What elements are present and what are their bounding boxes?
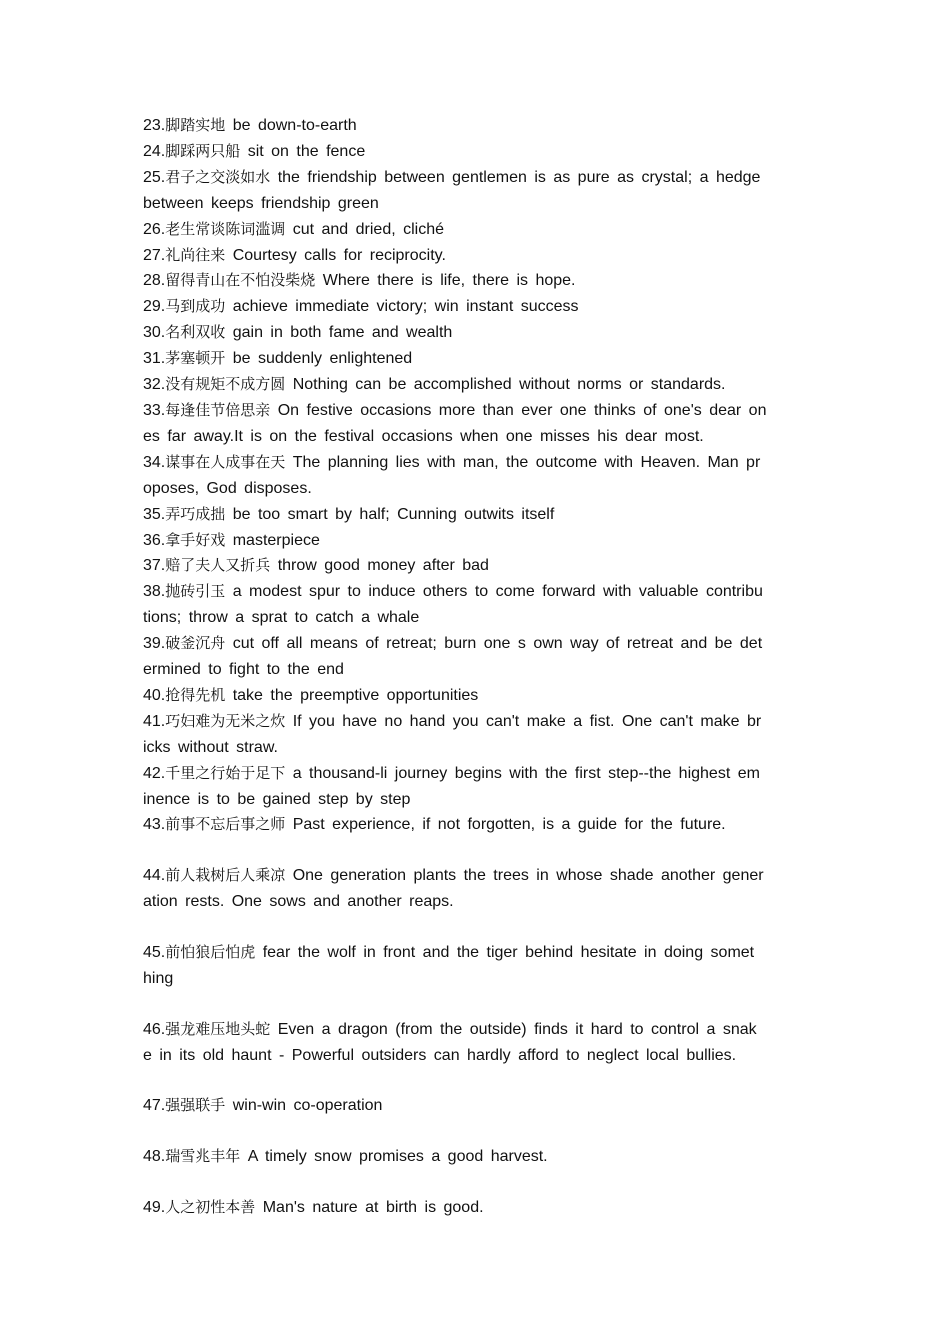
list-item	[143, 346, 807, 372]
item-number: 34.	[143, 453, 166, 471]
english-translation: fear the wolf in front and the tiger behind hesitate in doing somet	[255, 943, 755, 961]
item-number: 47.	[143, 1097, 166, 1115]
english-translation: Where there is life, there is hope.	[315, 272, 576, 290]
english-translation: hing	[143, 969, 174, 987]
list-item	[143, 1195, 807, 1221]
item-number: 45.	[143, 943, 166, 961]
list-item	[143, 165, 807, 191]
item-number: 32.	[143, 376, 166, 394]
list-item	[143, 709, 807, 735]
chinese-idiom: 破釜沉舟	[165, 634, 226, 653]
english-translation: gain in both fame and wealth	[225, 324, 453, 342]
english-translation: win-win co-operation	[225, 1097, 383, 1115]
blank-line	[143, 1119, 807, 1144]
item-number: 23.	[143, 117, 166, 134]
item-number: 42.	[143, 764, 166, 782]
english-translation: Nothing can be accomplished without norms or standards.	[285, 376, 726, 394]
item-number: 24.	[143, 142, 166, 160]
list-item	[143, 863, 807, 889]
list-item	[143, 1043, 807, 1069]
english-translation: achieve immediate victory; win instant success	[225, 298, 579, 316]
list-item	[143, 1093, 807, 1119]
english-translation: Courtesy calls for reciprocity.	[225, 246, 446, 264]
english-translation: a modest spur to induce others to come forward with valuable contribu	[225, 583, 763, 601]
list-item	[143, 605, 807, 631]
item-number: 30.	[143, 324, 166, 342]
english-translation: Even a dragon (from the outside) finds it hard to control a snak	[270, 1020, 757, 1038]
chinese-idiom: 瑞雪兆丰年	[165, 1147, 241, 1166]
english-translation: be suddenly enlightened	[225, 350, 413, 368]
english-translation: cut off all means of retreat; burn one s own way of retreat and be det	[225, 635, 763, 653]
list-item	[143, 268, 807, 294]
chinese-idiom: 谋事在人成事在天	[165, 452, 286, 471]
english-translation: es far away.It is on the festival occasions when one misses his dear most.	[143, 427, 704, 445]
chinese-idiom: 抛砖引玉	[165, 582, 226, 601]
list-item	[143, 787, 807, 813]
chinese-idiom: 礼尚往来	[165, 245, 226, 264]
list-item	[143, 889, 807, 915]
idiom-list	[143, 113, 807, 1221]
chinese-idiom: 千里之行始于足下	[165, 763, 286, 782]
english-translation: be down-to-earth	[225, 117, 357, 134]
list-item	[143, 631, 807, 657]
chinese-idiom: 赔了夫人又折兵	[165, 556, 271, 575]
english-translation: On festive occasions more than ever one thinks of one's dear on	[270, 401, 767, 419]
list-item	[143, 761, 807, 787]
blank-line	[143, 915, 807, 940]
chinese-idiom: 人之初性本善	[165, 1197, 256, 1216]
english-translation: masterpiece	[225, 531, 320, 549]
item-number: 49.	[143, 1198, 166, 1216]
chinese-idiom: 前人栽树后人乘凉	[165, 866, 286, 885]
list-item	[143, 450, 807, 476]
list-item	[143, 1144, 807, 1170]
english-translation: oposes, God disposes.	[143, 479, 312, 497]
item-number: 38.	[143, 583, 166, 601]
item-number: 41.	[143, 712, 166, 730]
list-item	[143, 812, 807, 838]
blank-line	[143, 1068, 807, 1093]
chinese-idiom: 脚踩两只船	[165, 141, 241, 160]
english-translation: be too smart by half; Cunning outwits itself	[225, 505, 555, 523]
blank-line	[143, 992, 807, 1017]
item-number: 28.	[143, 272, 166, 290]
list-item	[143, 683, 807, 709]
english-translation: between keeps friendship green	[143, 194, 379, 212]
chinese-idiom: 巧妇难为无米之炊	[165, 711, 286, 730]
chinese-idiom: 马到成功	[165, 297, 226, 316]
list-item	[143, 139, 807, 165]
chinese-idiom: 茅塞顿开	[165, 349, 226, 368]
english-translation: sit on the fence	[240, 142, 366, 160]
list-item	[143, 243, 807, 269]
item-number: 40.	[143, 686, 166, 704]
item-number: 26.	[143, 220, 166, 238]
chinese-idiom: 强强联手	[165, 1096, 226, 1115]
item-number: 35.	[143, 505, 166, 523]
item-number: 48.	[143, 1148, 166, 1166]
item-number: 36.	[143, 531, 166, 549]
blank-line	[143, 1170, 807, 1195]
chinese-idiom: 留得青山在不怕没柴烧	[165, 271, 316, 290]
item-number: 43.	[143, 816, 166, 834]
list-item	[143, 294, 807, 320]
chinese-idiom: 没有规矩不成方圆	[165, 375, 286, 394]
chinese-idiom: 强龙难压地头蛇	[165, 1019, 271, 1038]
item-number: 25.	[143, 168, 166, 186]
item-number: 27.	[143, 246, 166, 264]
list-item	[143, 372, 807, 398]
item-number: 33.	[143, 401, 166, 419]
list-item	[143, 217, 807, 243]
chinese-idiom: 每逢佳节倍思亲	[165, 400, 271, 419]
list-item	[143, 476, 807, 502]
chinese-idiom: 拿手好戏	[165, 530, 226, 549]
list-item	[143, 320, 807, 346]
chinese-idiom: 老生常谈陈词滥调	[165, 219, 286, 238]
english-translation: cut and dried, cliché	[285, 220, 445, 238]
english-translation: icks without straw.	[143, 738, 278, 756]
english-translation: Past experience, if not forgotten, is a guide for the future.	[285, 816, 726, 834]
list-item	[143, 191, 807, 217]
list-item	[143, 113, 807, 139]
item-number: 46.	[143, 1020, 166, 1038]
list-item	[143, 398, 807, 424]
english-translation: A timely snow promises a good harvest.	[240, 1148, 548, 1166]
english-translation: e in its old haunt - Powerful outsiders can hardly afford to neglect local bullies.	[143, 1046, 737, 1064]
item-number: 39.	[143, 635, 166, 653]
english-translation: Man's nature at birth is good.	[255, 1198, 484, 1216]
english-translation: If you have no hand you can't make a fist. One can't make br	[285, 712, 762, 730]
english-translation: inence is to be gained step by step	[143, 790, 411, 808]
english-translation: throw good money after bad	[270, 557, 489, 575]
list-item	[143, 735, 807, 761]
chinese-idiom: 君子之交淡如水	[165, 167, 271, 186]
chinese-idiom: 名利双收	[165, 323, 226, 342]
list-item	[143, 657, 807, 683]
english-translation: The planning lies with man, the outcome with Heaven. Man pr	[285, 453, 761, 471]
list-item	[143, 579, 807, 605]
english-translation: tions; throw a sprat to catch a whale	[143, 609, 420, 627]
chinese-idiom: 脚踏实地	[165, 116, 226, 134]
english-translation: ermined to fight to the end	[143, 661, 344, 679]
list-item	[143, 1017, 807, 1043]
list-item	[143, 424, 807, 450]
item-number: 29.	[143, 298, 166, 316]
list-item	[143, 966, 807, 992]
chinese-idiom: 前事不忘后事之师	[165, 815, 286, 834]
english-translation: One generation plants the trees in whose shade another gener	[285, 867, 764, 885]
item-number: 31.	[143, 350, 166, 368]
english-translation: the friendship between gentlemen is as pure as crystal; a hedge	[270, 168, 761, 186]
list-item	[143, 528, 807, 554]
list-item	[143, 502, 807, 528]
item-number: 44.	[143, 867, 166, 885]
english-translation: ation rests. One sows and another reaps.	[143, 893, 454, 911]
chinese-idiom: 前怕狼后怕虎	[165, 942, 256, 961]
chinese-idiom: 抢得先机	[165, 685, 226, 704]
chinese-idiom: 弄巧成拙	[165, 504, 226, 523]
english-translation: a thousand-li journey begins with the first step--the highest em	[285, 764, 760, 782]
blank-line	[143, 838, 807, 863]
item-number: 37.	[143, 557, 166, 575]
list-item	[143, 553, 807, 579]
list-item	[143, 940, 807, 966]
english-translation: take the preemptive opportunities	[225, 686, 479, 704]
